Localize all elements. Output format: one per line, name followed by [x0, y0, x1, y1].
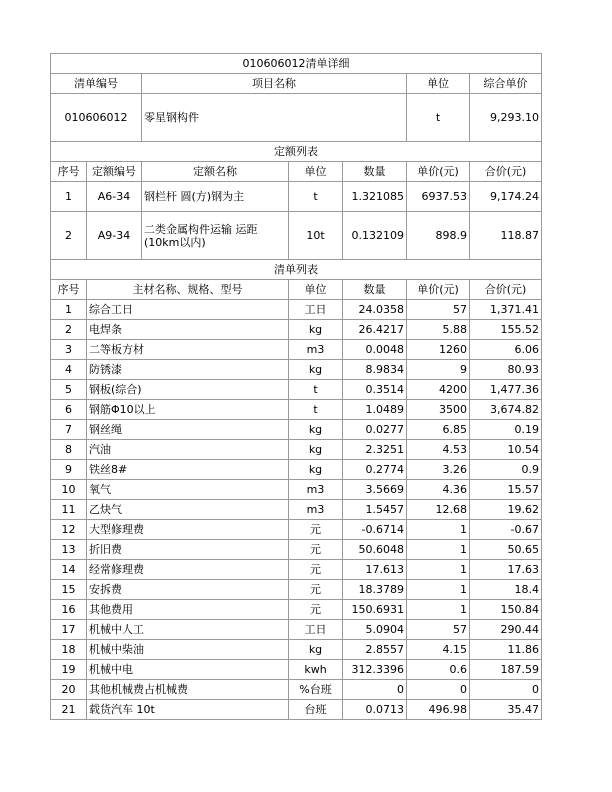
- material-cell: 312.3396: [343, 660, 407, 680]
- price-header: 综合单价: [470, 74, 542, 94]
- material-cell: 18: [51, 640, 87, 660]
- material-cell: 6: [51, 400, 87, 420]
- material-cell: 3.5669: [343, 480, 407, 500]
- material-cell: 台班: [289, 700, 343, 720]
- quota-section-title: 定额列表: [51, 142, 542, 162]
- material-cell: 4: [51, 360, 87, 380]
- material-cell: 5: [51, 380, 87, 400]
- material-cell: 0: [343, 680, 407, 700]
- material-cell: 钢丝绳: [87, 420, 289, 440]
- material-cell: 7: [51, 420, 87, 440]
- material-cell: 元: [289, 580, 343, 600]
- code-header: 清单编号: [51, 74, 142, 94]
- material-cell: 二等板方材: [87, 340, 289, 360]
- material-cell: m3: [289, 480, 343, 500]
- material-cell: 元: [289, 560, 343, 580]
- material-cell: 1: [407, 520, 470, 540]
- material-cell: 8: [51, 440, 87, 460]
- material-row: [51, 640, 542, 660]
- quota-header-cell: 定额编号: [87, 162, 142, 182]
- quota-cell: 钢栏杆 圆(方)钢为主: [142, 182, 289, 212]
- material-cell: 3,674.82: [470, 400, 542, 420]
- material-row: [51, 660, 542, 680]
- name-header: 项目名称: [142, 74, 407, 94]
- material-cell: 2.3251: [343, 440, 407, 460]
- material-header-cell: 主材名称、规格、型号: [87, 280, 289, 300]
- material-cell: 18.3789: [343, 580, 407, 600]
- material-cell: 1: [51, 300, 87, 320]
- material-header-cell: 序号: [51, 280, 87, 300]
- material-cell: 元: [289, 600, 343, 620]
- material-header-row: [51, 280, 542, 300]
- material-cell: 16: [51, 600, 87, 620]
- material-cell: 机械中人工: [87, 620, 289, 640]
- title-row: [51, 54, 542, 74]
- material-cell: 150.6931: [343, 600, 407, 620]
- item-name: 零星钢构件: [142, 94, 407, 142]
- material-cell: 钢板(综合): [87, 380, 289, 400]
- material-cell: 大型修理费: [87, 520, 289, 540]
- material-cell: 24.0358: [343, 300, 407, 320]
- material-row: [51, 400, 542, 420]
- material-row: [51, 460, 542, 480]
- material-cell: m3: [289, 340, 343, 360]
- quota-header-cell: 序号: [51, 162, 87, 182]
- material-cell: 机械中柴油: [87, 640, 289, 660]
- material-cell: 2: [51, 320, 87, 340]
- material-cell: 0.3514: [343, 380, 407, 400]
- material-cell: 19: [51, 660, 87, 680]
- material-cell: 150.84: [470, 600, 542, 620]
- material-cell: 20: [51, 680, 87, 700]
- material-cell: 氧气: [87, 480, 289, 500]
- material-cell: 4.53: [407, 440, 470, 460]
- material-cell: 35.47: [470, 700, 542, 720]
- material-cell: 载货汽车 10t: [87, 700, 289, 720]
- table-title: 010606012清单详细: [51, 54, 542, 74]
- material-cell: kg: [289, 440, 343, 460]
- quota-header-cell: 单位: [289, 162, 343, 182]
- material-cell: 26.4217: [343, 320, 407, 340]
- material-cell: 其他费用: [87, 600, 289, 620]
- material-cell: 11.86: [470, 640, 542, 660]
- material-cell: 5.0904: [343, 620, 407, 640]
- material-cell: 1.0489: [343, 400, 407, 420]
- item-code: 010606012: [51, 94, 142, 142]
- material-cell: 乙炔气: [87, 500, 289, 520]
- material-cell: 5.88: [407, 320, 470, 340]
- material-cell: 4.36: [407, 480, 470, 500]
- material-cell: 57: [407, 300, 470, 320]
- item-header-row: [51, 74, 542, 94]
- quota-header-cell: 合价(元): [470, 162, 542, 182]
- material-cell: 9: [51, 460, 87, 480]
- material-cell: 工日: [289, 620, 343, 640]
- material-cell: 2.8557: [343, 640, 407, 660]
- material-cell: 0.9: [470, 460, 542, 480]
- material-row: [51, 540, 542, 560]
- material-header-cell: 单位: [289, 280, 343, 300]
- material-cell: 10: [51, 480, 87, 500]
- quota-row: [51, 212, 542, 260]
- material-cell: 4.15: [407, 640, 470, 660]
- material-cell: kwh: [289, 660, 343, 680]
- quota-header-cell: 数量: [343, 162, 407, 182]
- material-cell: kg: [289, 460, 343, 480]
- material-cell: 防锈漆: [87, 360, 289, 380]
- material-cell: -0.67: [470, 520, 542, 540]
- quota-cell: 2: [51, 212, 87, 260]
- quota-cell: t: [289, 182, 343, 212]
- material-row: [51, 620, 542, 640]
- material-header-cell: 数量: [343, 280, 407, 300]
- material-row: [51, 340, 542, 360]
- material-cell: 18.4: [470, 580, 542, 600]
- quota-cell: 1: [51, 182, 87, 212]
- material-row: [51, 680, 542, 700]
- item-price: 9,293.10: [470, 94, 542, 142]
- material-cell: 21: [51, 700, 87, 720]
- material-row: [51, 380, 542, 400]
- material-cell: 其他机械费占机械费: [87, 680, 289, 700]
- unit-header: 单位: [407, 74, 470, 94]
- material-cell: 电焊条: [87, 320, 289, 340]
- material-cell: 机械中电: [87, 660, 289, 680]
- material-cell: 0.0713: [343, 700, 407, 720]
- material-cell: 0: [470, 680, 542, 700]
- item-unit: t: [407, 94, 470, 142]
- material-cell: 187.59: [470, 660, 542, 680]
- material-cell: t: [289, 380, 343, 400]
- material-cell: 经常修理费: [87, 560, 289, 580]
- material-section-row: [51, 260, 542, 280]
- material-cell: 15.57: [470, 480, 542, 500]
- quota-cell: 0.132109: [343, 212, 407, 260]
- material-cell: 3.26: [407, 460, 470, 480]
- material-cell: 6.06: [470, 340, 542, 360]
- material-cell: 0.0048: [343, 340, 407, 360]
- material-cell: 15: [51, 580, 87, 600]
- quota-row: [51, 182, 542, 212]
- material-row: [51, 700, 542, 720]
- material-cell: 0.0277: [343, 420, 407, 440]
- material-cell: 12.68: [407, 500, 470, 520]
- material-cell: 8.9834: [343, 360, 407, 380]
- quota-header-cell: 定额名称: [142, 162, 289, 182]
- material-cell: 14: [51, 560, 87, 580]
- material-cell: 10.54: [470, 440, 542, 460]
- quota-cell: 898.9: [407, 212, 470, 260]
- material-cell: 9: [407, 360, 470, 380]
- material-cell: 汽油: [87, 440, 289, 460]
- material-cell: 综合工日: [87, 300, 289, 320]
- material-row: [51, 320, 542, 340]
- quota-cell: 118.87: [470, 212, 542, 260]
- material-cell: 19.62: [470, 500, 542, 520]
- material-cell: kg: [289, 420, 343, 440]
- material-cell: 13: [51, 540, 87, 560]
- quota-cell: 二类金属构件运输 运距(10km以内): [142, 212, 289, 260]
- material-cell: 1.5457: [343, 500, 407, 520]
- bill-detail-table: [50, 53, 542, 720]
- material-cell: t: [289, 400, 343, 420]
- quota-cell: 1.321085: [343, 182, 407, 212]
- material-cell: 1: [407, 580, 470, 600]
- quota-cell: A9-34: [87, 212, 142, 260]
- material-cell: 1: [407, 540, 470, 560]
- quota-section-row: [51, 142, 542, 162]
- material-cell: 1: [407, 560, 470, 580]
- material-cell: 17.613: [343, 560, 407, 580]
- material-cell: 1260: [407, 340, 470, 360]
- material-cell: 0.2774: [343, 460, 407, 480]
- material-cell: 4200: [407, 380, 470, 400]
- material-cell: 0.19: [470, 420, 542, 440]
- material-cell: 0.6: [407, 660, 470, 680]
- material-cell: 12: [51, 520, 87, 540]
- material-cell: 17: [51, 620, 87, 640]
- material-row: [51, 520, 542, 540]
- quota-header-row: [51, 162, 542, 182]
- material-header-cell: 合价(元): [470, 280, 542, 300]
- material-row: [51, 360, 542, 380]
- material-cell: 57: [407, 620, 470, 640]
- quota-cell: 10t: [289, 212, 343, 260]
- material-cell: %台班: [289, 680, 343, 700]
- material-cell: 1: [407, 600, 470, 620]
- material-cell: 11: [51, 500, 87, 520]
- quota-cell: 6937.53: [407, 182, 470, 212]
- material-cell: kg: [289, 320, 343, 340]
- material-row: [51, 500, 542, 520]
- material-row: [51, 480, 542, 500]
- material-cell: 496.98: [407, 700, 470, 720]
- material-cell: 290.44: [470, 620, 542, 640]
- material-cell: 0: [407, 680, 470, 700]
- material-cell: 17.63: [470, 560, 542, 580]
- material-section-title: 清单列表: [51, 260, 542, 280]
- material-row: [51, 600, 542, 620]
- material-cell: 6.85: [407, 420, 470, 440]
- material-cell: 1,477.36: [470, 380, 542, 400]
- item-row: [51, 94, 542, 142]
- material-cell: 50.6048: [343, 540, 407, 560]
- material-row: [51, 420, 542, 440]
- quota-cell: 9,174.24: [470, 182, 542, 212]
- material-cell: -0.6714: [343, 520, 407, 540]
- material-row: [51, 560, 542, 580]
- material-cell: 3: [51, 340, 87, 360]
- material-cell: kg: [289, 640, 343, 660]
- material-cell: 安拆费: [87, 580, 289, 600]
- material-cell: 1,371.41: [470, 300, 542, 320]
- material-cell: 155.52: [470, 320, 542, 340]
- quota-header-cell: 单价(元): [407, 162, 470, 182]
- material-cell: kg: [289, 360, 343, 380]
- material-cell: 3500: [407, 400, 470, 420]
- material-cell: m3: [289, 500, 343, 520]
- material-cell: 元: [289, 520, 343, 540]
- material-cell: 铁丝8#: [87, 460, 289, 480]
- material-cell: 折旧费: [87, 540, 289, 560]
- material-cell: 钢筋Φ10以上: [87, 400, 289, 420]
- material-row: [51, 440, 542, 460]
- material-row: [51, 580, 542, 600]
- material-cell: 元: [289, 540, 343, 560]
- material-header-cell: 单价(元): [407, 280, 470, 300]
- quota-cell: A6-34: [87, 182, 142, 212]
- material-row: [51, 300, 542, 320]
- material-cell: 工日: [289, 300, 343, 320]
- material-cell: 80.93: [470, 360, 542, 380]
- material-cell: 50.65: [470, 540, 542, 560]
